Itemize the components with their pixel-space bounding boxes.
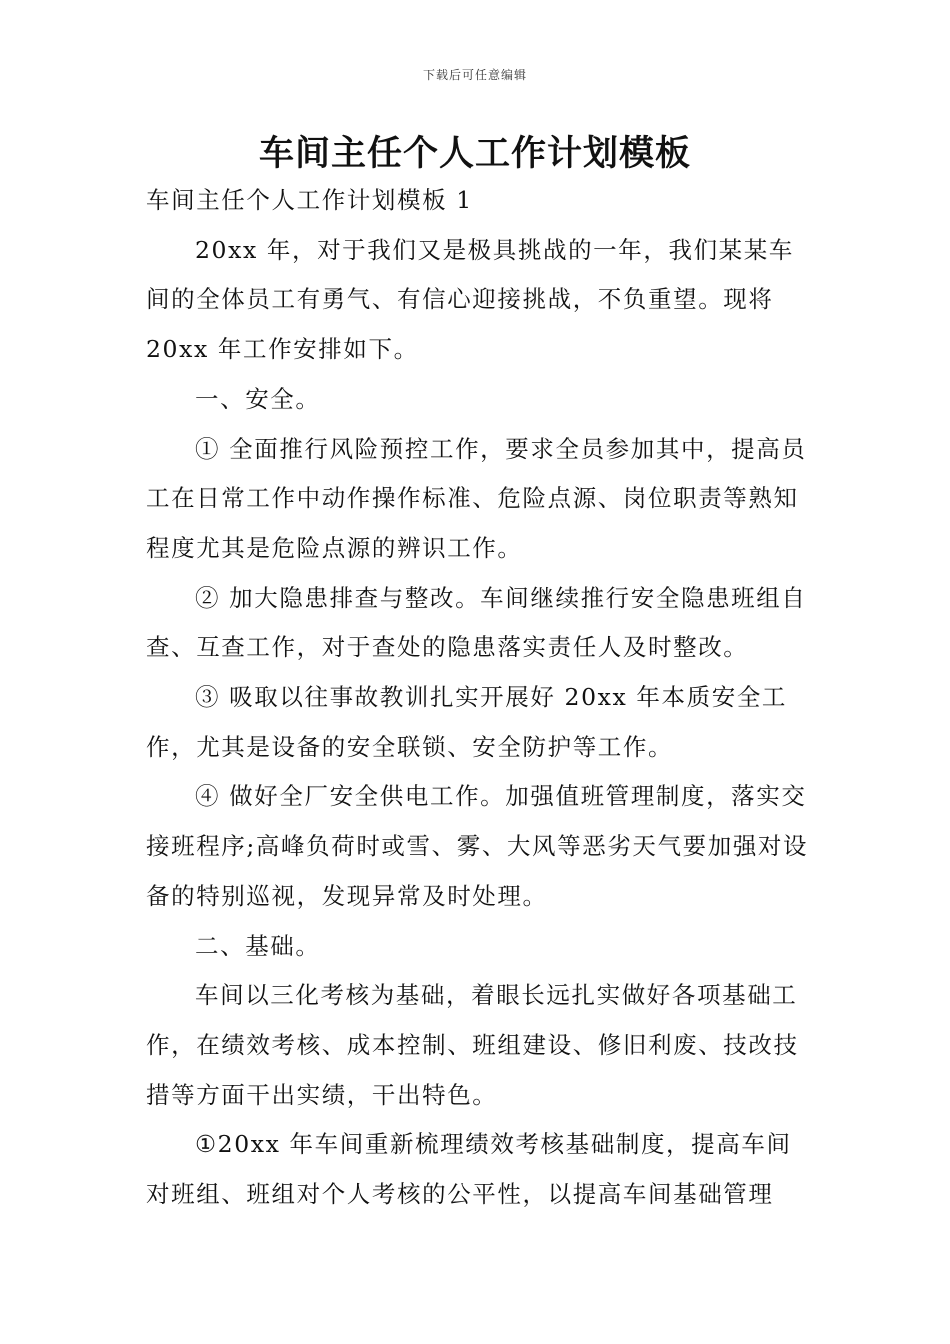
safety-item-2: ② 加大隐患排查与整改。车间继续推行安全隐患班组自查、互查工作，对于查处的隐患落实责任人及时整改。 xyxy=(146,583,807,662)
safety-item-1: ① 全面推行风险预控工作，要求全员参加其中，提高员工在日常工作中动作操作标准、危险点源、岗位职责等熟知程度尤其是危险点源的辨识工作。 xyxy=(146,434,807,562)
intro-paragraph: 20xx 年，对于我们又是极具挑战的一年，我们某某车间的全体员工有勇气、有信心迎接挑战，不负重望。现将 20xx 年工作安排如下。 xyxy=(146,235,794,364)
header-note: 下载后可任意编辑 xyxy=(422,68,527,82)
document-title: 车间主任个人工作计划模板 xyxy=(258,134,691,174)
safety-item-3: ③ 吸取以往事故教训扎实开展好 20xx 年本质安全工作，尤其是设备的安全联锁、安全防护等工作。 xyxy=(146,683,788,761)
section-heading-safety: 一、安全。 xyxy=(195,384,321,413)
safety-item-4: ④ 做好全厂安全供电工作。加强值班管理制度，落实交接班程序;高峰负荷时或雪、雾、大风等恶劣天气要加强对设备的特别巡视，发现异常及时处理。 xyxy=(146,782,809,910)
foundation-item-1: ①20xx 年车间重新梳理绩效考核基础制度，提高车间对班组、班组对个人考核的公平性，以提高车间基础管理 xyxy=(146,1130,792,1209)
document-subtitle: 车间主任个人工作计划模板 1 xyxy=(146,186,473,214)
section-heading-foundation: 二、基础。 xyxy=(195,931,321,960)
foundation-intro-paragraph: 车间以三化考核为基础，着眼长远扎实做好各项基础工作，在绩效考核、成本控制、班组建设、修旧利废、技改技措等方面干出实绩，干出特色。 xyxy=(146,981,799,1109)
document-body xyxy=(146,176,810,1220)
